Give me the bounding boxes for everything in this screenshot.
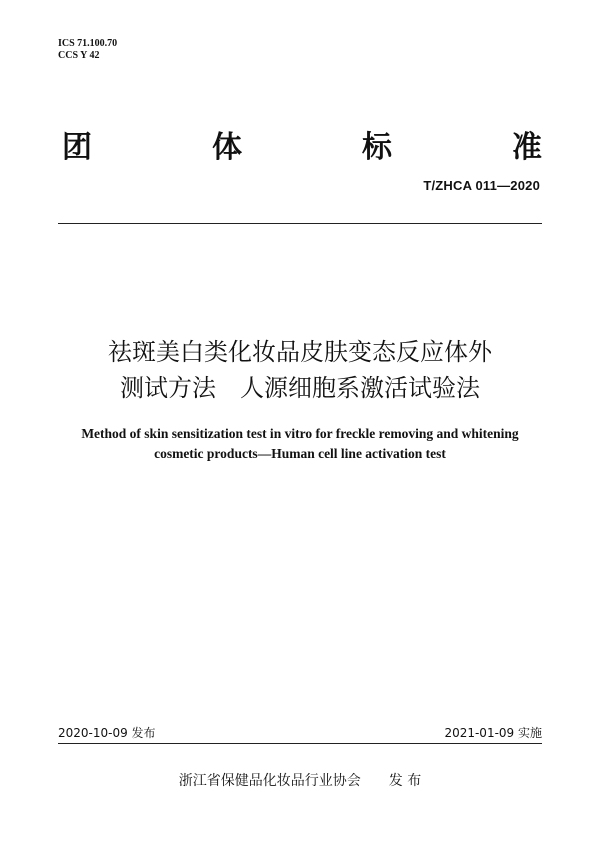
standard-type-char: 团 [62, 130, 92, 165]
english-title [40, 424, 560, 464]
publisher-line [0, 770, 600, 790]
ics-code: ICS 71.100.70 [58, 38, 118, 49]
chinese-title-line: 测试方法 人源细胞系激活试验法 [120, 374, 480, 402]
standard-type-char: 准 [512, 130, 542, 165]
english-title-line: cosmetic products—Human cell line activation test [154, 446, 446, 461]
ccs-code: CCS Y 42 [58, 50, 100, 61]
publish-action: 发 布 [388, 773, 422, 789]
standard-number: T/ZHCA 011—2020 [423, 178, 540, 193]
standard-type-heading [62, 120, 542, 168]
chinese-title-line: 祛斑美白类化妆品皮肤变态反应体外 [108, 338, 492, 366]
bottom-divider [58, 743, 542, 744]
chinese-title [40, 334, 560, 406]
english-title-line: Method of skin sensitization test in vitro for freckle removing and whitening [81, 426, 519, 441]
standard-type-char: 标 [362, 130, 392, 165]
top-divider [58, 223, 542, 224]
standard-type-char: 体 [212, 130, 242, 165]
classification-codes [58, 38, 117, 62]
publisher-name: 浙江省保健品化妆品行业协会 [178, 773, 361, 789]
issue-date: 2020-10-09 发布 [58, 726, 156, 740]
implementation-date: 2021-01-09 实施 [444, 726, 542, 740]
